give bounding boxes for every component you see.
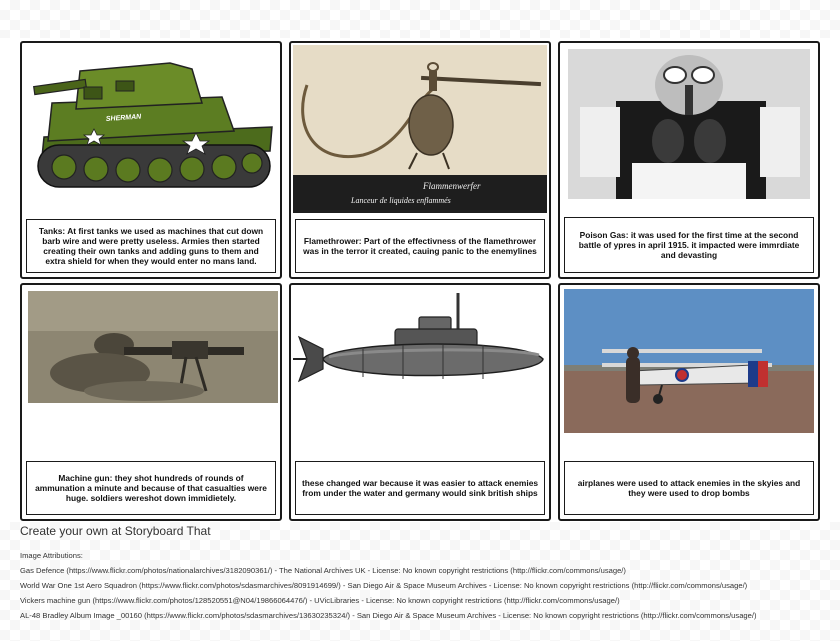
- attribution-line: World War One 1st Aero Squadron (https://www.flickr.com/photos/sdasmarchives/8091914699/) - San Diego Air & Space Museum Archives - License: No known copyright restrictions (http://flickr.com/commons/usage/): [20, 581, 748, 590]
- footer: [20, 524, 830, 623]
- panel-machine-gun: [20, 283, 282, 521]
- airplane-icon: [562, 287, 816, 455]
- airplane-photo: [562, 287, 816, 455]
- tank-illustration: [24, 45, 278, 213]
- storyboard: [0, 38, 840, 522]
- tank-label: SHERMAN: [105, 113, 142, 123]
- flamethrower-subtitle: Lanceur de liquides enflammés: [351, 196, 451, 205]
- flamethrower-title: Flammenwerfer: [423, 181, 481, 191]
- caption-poison-gas: Poison Gas: it was used for the first time at the second battle of ypres in april 1915. it impacted were immrdiate and devasting: [564, 217, 814, 273]
- panel-poison-gas: [558, 41, 820, 279]
- gas-mask-icon: [562, 45, 816, 213]
- attribution-line: Gas Defence (https://www.flickr.com/photos/nationalarchives/3182090361/) - The National Archives UK - License: No known copyright restrictions (http://flickr.com/commons/usage/): [20, 566, 626, 575]
- caption-machine-gun: Machine gun: they shot hundreds of rounds of ammunation a minute and because of that casualties were huge. soldiers wereshot down immidietely.: [26, 461, 276, 515]
- submarine-icon: [293, 287, 547, 455]
- flamethrower-icon: [293, 45, 547, 213]
- machine-gun-icon: [24, 287, 278, 455]
- tank-icon: [24, 45, 278, 213]
- panel-submarine: [289, 283, 551, 521]
- flamethrower-photo: [293, 45, 547, 213]
- submarine-illustration: [293, 287, 547, 455]
- caption-flamethrower: Flamethrower: Part of the effectivness of the flamethrower was in the terror it created, cauing panic to the enemylines: [295, 219, 545, 273]
- caption-airplanes: airplanes were used to attack enemies in the skyies and they were used to drop bombs: [564, 461, 814, 515]
- attributions-title: Image Attributions:: [20, 551, 83, 560]
- caption-tanks: Tanks: At first tanks we used as machines that cut down barb wire and were pretty useless. Armies then started creating their own tanks and adding guns to them and extra shield for when they would enter no mans land.: [26, 219, 276, 273]
- gas-mask-photo: [562, 45, 816, 213]
- caption-submarine: these changed war because it was easier to attack enemies from under the water and germany would sink british ships: [295, 461, 545, 515]
- attribution-line: Vickers machine gun (https://www.flickr.com/photos/128520551@N04/19866064476/) - UVicLibraries - License: No known copyright restrictions (http://flickr.com/commons/usage/): [20, 596, 620, 605]
- panel-airplanes: [558, 283, 820, 521]
- panel-tanks: [20, 41, 282, 279]
- machine-gun-photo: [24, 287, 278, 455]
- attribution-line: AL-48 Bradley Album Image _00160 (https://www.flickr.com/photos/sdasmarchives/13630235324/) - San Diego Air & Space Museum Archives - License: No known copyright restrictions (http://flickr.com/commons/usage/): [20, 611, 757, 620]
- panel-flamethrower: [289, 41, 551, 279]
- storyboard-that-link[interactable]: Create your own at Storyboard That: [20, 524, 211, 538]
